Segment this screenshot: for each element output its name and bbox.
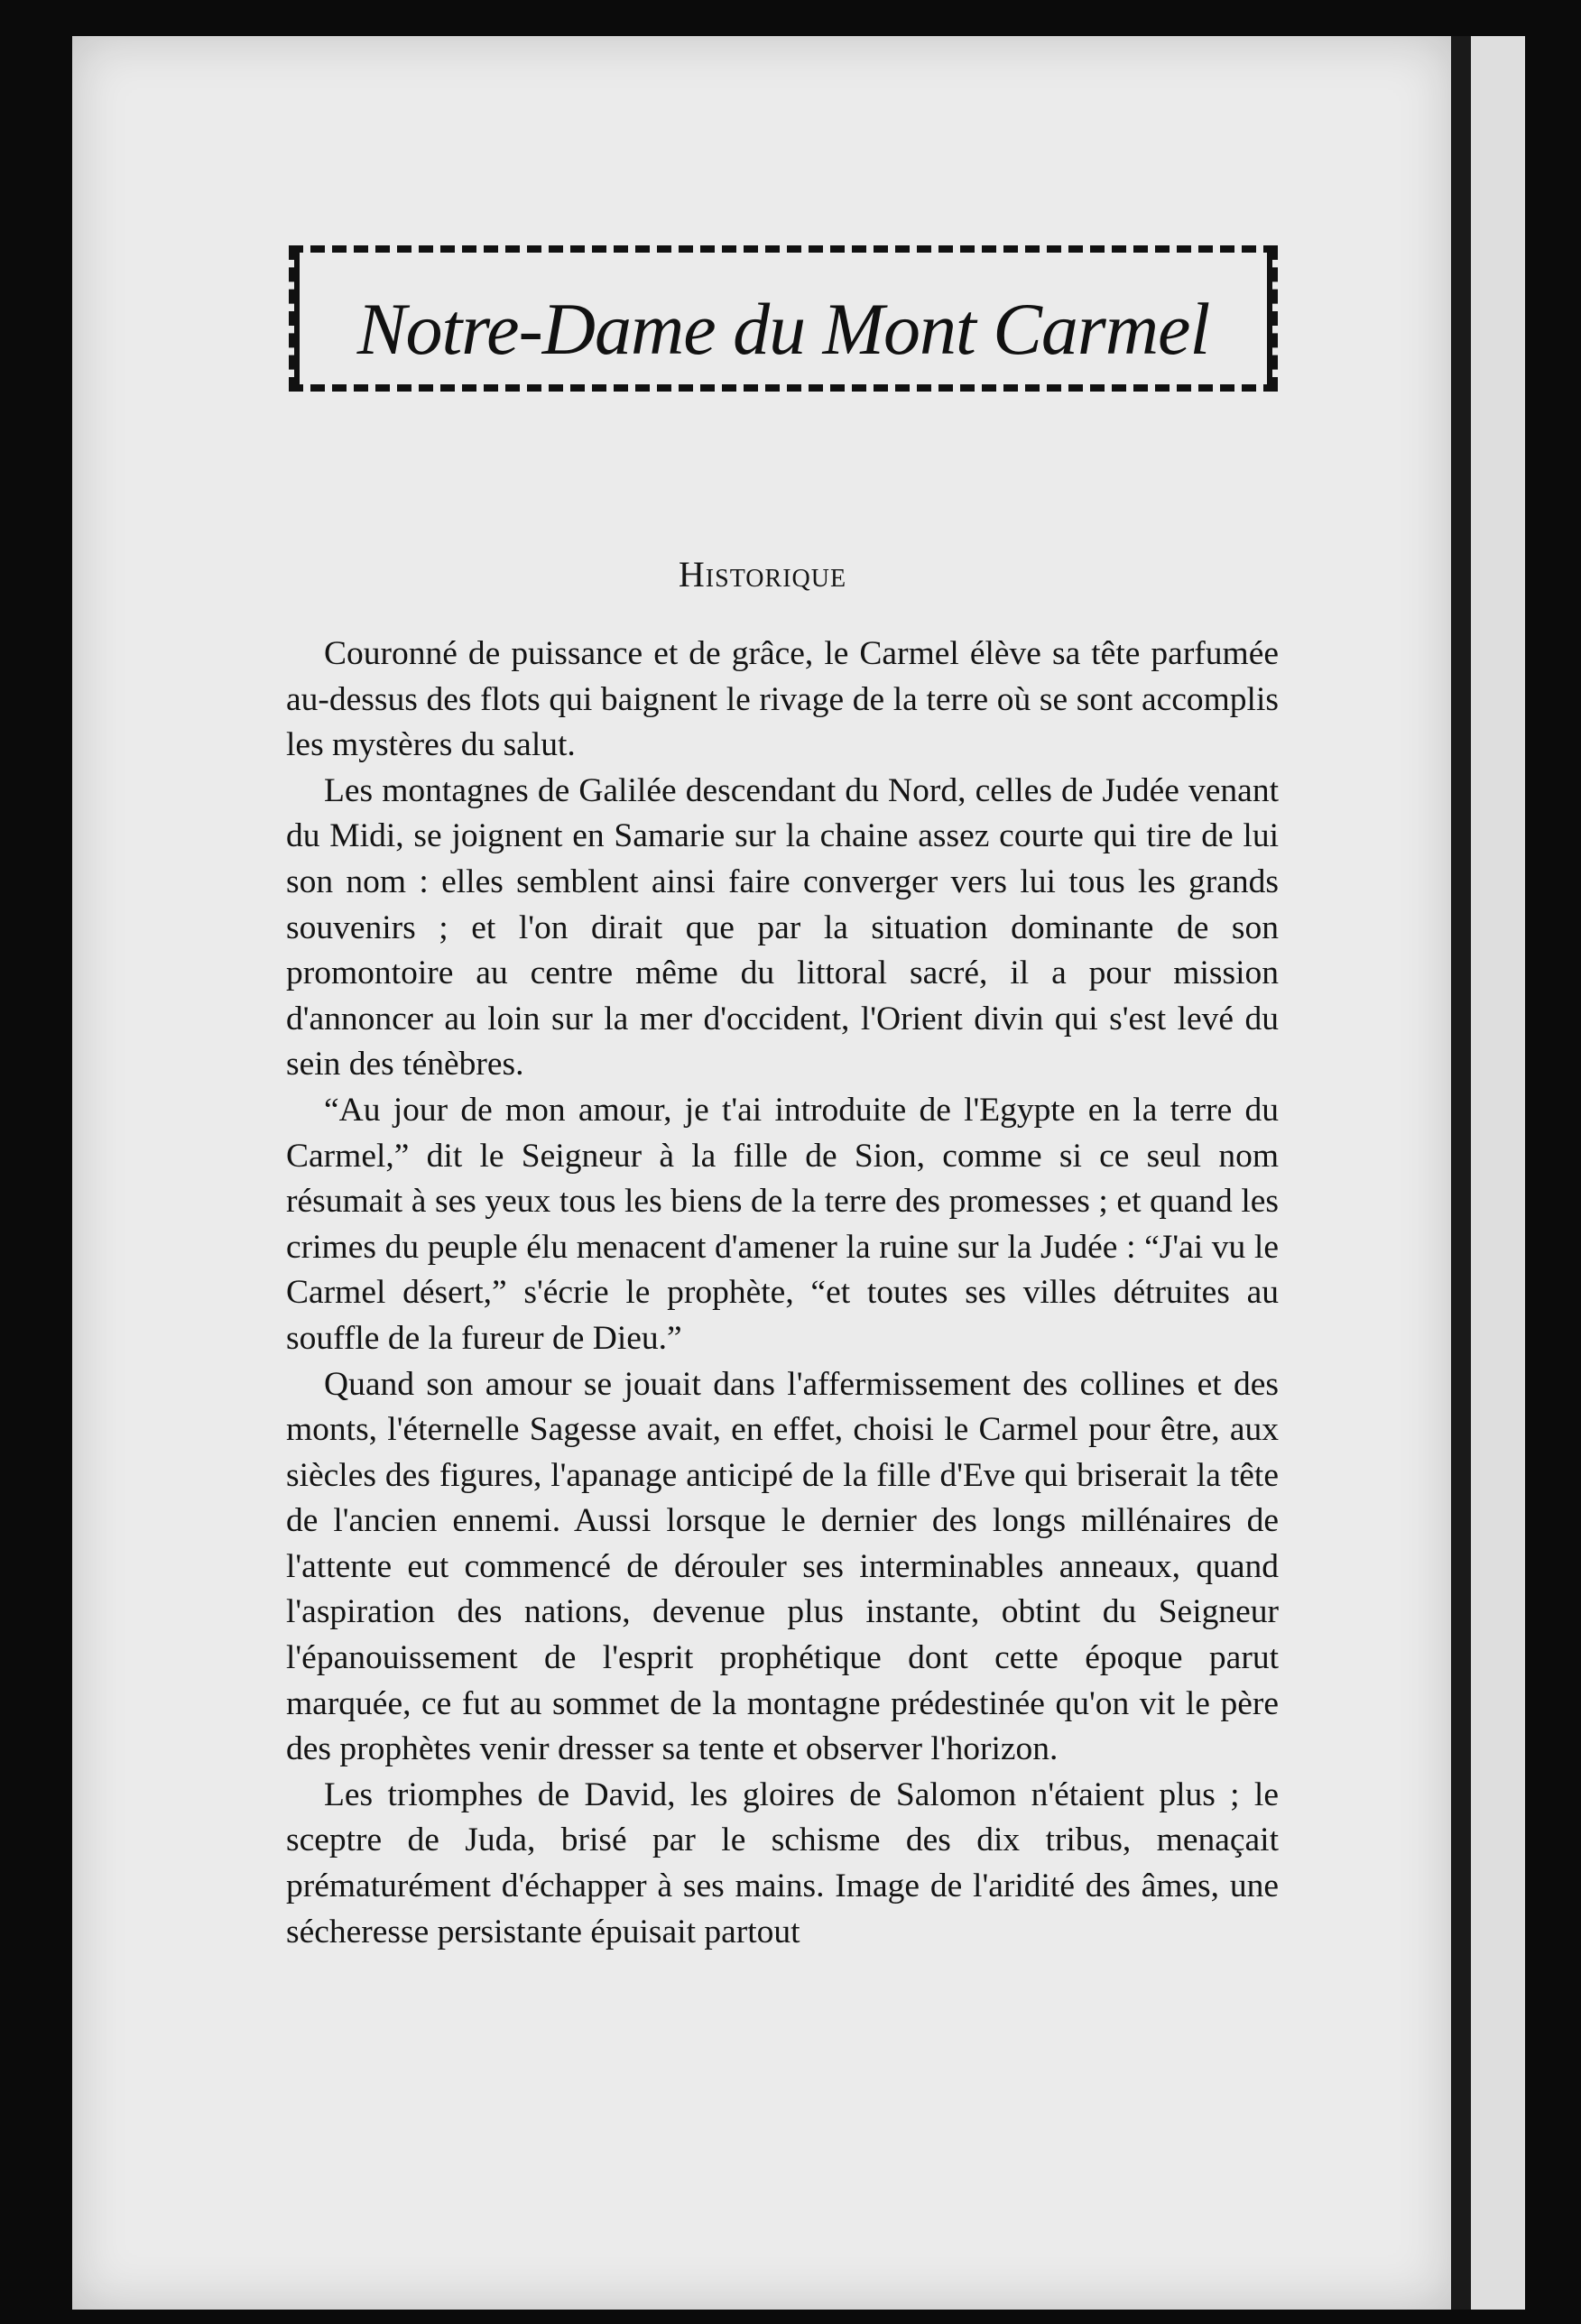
paragraph: “Au jour de mon amour, je t'ai introduite de l'Egypte en la terre du Carmel,” dit le Seigneur à la fille de Sion, comme si ce seul nom résumait à ses yeux tous les biens de la terre des promesses ; et quand les crimes du peuple élu menacent d'amener la ruine sur la Judée : “J'ai vu le Carmel désert,” s'écrie le prophète, “et toutes ses villes détruites au souffle de la fureur de Dieu.” bbox=[286, 1091, 1279, 1357]
paragraph: Les triomphes de David, les gloires de Salomon n'étaient plus ; le sceptre de Juda, brisé par le schisme des dix tribus, menaçait prématurément d'échapper à ses mains. Image de l'aridité des âmes, une sécheresse persistante épuisait partout bbox=[286, 1775, 1279, 1950]
book-spine bbox=[1451, 36, 1471, 2310]
paragraph: Quand son amour se jouait dans l'affermissement des collines et des monts, l'éternelle Sagesse avait, en effet, choisi le Carmel pour être, aux siècles des figures, l'apanage anticipé de la fille d'Eve qui briserait la tête de l'ancien ennemi. Aussi lorsque le dernier des longs millénaires de l'attente eut commencé de dérouler ses interminables anneaux, quand l'aspiration des nations, devenue plus instante, obtint du Seigneur l'épanouissement de l'esprit prophétique dont cette époque parut marquée, ce fut au sommet de la montagne prédestinée qu'on vit le père des prophètes venir dresser sa tente et observer l'horizon. bbox=[286, 1365, 1279, 1768]
title-frame bbox=[289, 245, 1278, 392]
book-page bbox=[72, 36, 1453, 2310]
body-text bbox=[286, 632, 1279, 1955]
facing-page-edge bbox=[1471, 36, 1525, 2310]
paragraph: Les montagnes de Galilée descendant du Nord, celles de Judée venant du Midi, se joignent en Samarie sur la chaine assez courte qui tire de lui son nom : elles semblent ainsi faire converger vers lui tous les grands souvenirs ; et l'on dirait que par la situation dominante de son promontoire au centre même du littoral sacré, il a pour mission d'annoncer au loin sur la mer d'occident, l'Orient divin qui s'est levé du sein des ténèbres. bbox=[286, 771, 1279, 1084]
section-heading: Historique bbox=[678, 554, 847, 595]
page-title: Notre-Dame du Mont Carmel bbox=[356, 288, 1210, 370]
paragraph: Couronné de puissance et de grâce, le Carmel élève sa tête parfumée au-dessus des flots qui baignent le rivage de la terre où se sont accomplis les mystères du salut. bbox=[286, 635, 1279, 764]
